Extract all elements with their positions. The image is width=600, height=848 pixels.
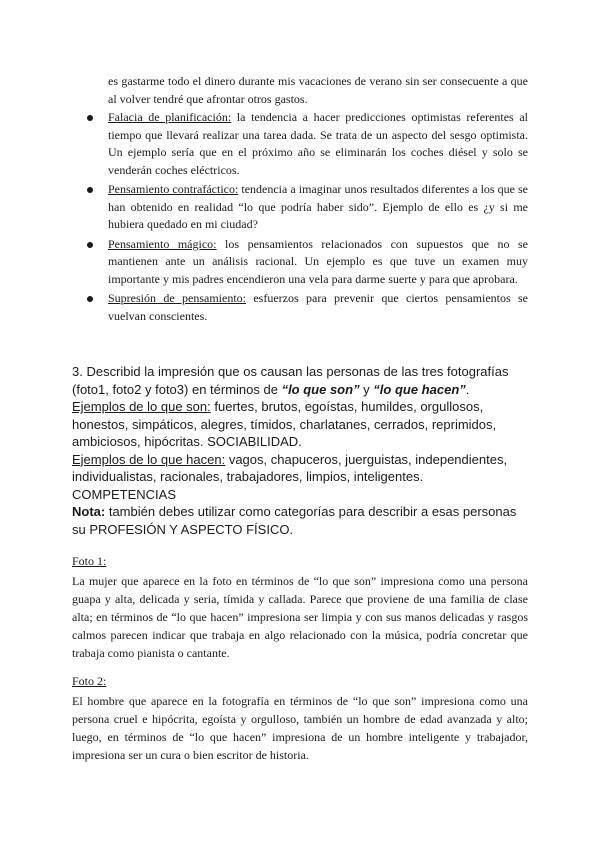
examples-hacen-label: Ejemplos de lo que hacen: [72,451,226,467]
foto-2-section [72,672,528,764]
foto-description: El hombre que aparece en la fotografía en términos de “lo que son” impresiona como una persona cruel e hipócrita, egoísta y orgulloso, también un hombre de edad avanzada y alto; luego, en términos de “lo que hacen” impresiona de un hombre inteligente y trabajador, impresiona ser un cura o bien escritor de historia. [72,694,528,762]
note-text: también debes utilizar como categorías para describir a esas personas su PROFESIÓN Y ASPECTO FÍSICO. [72,504,517,537]
list-item-text: los pensamientos relacionados con supuestos que no se mantienen ante un análisis racional. Un ejemplo es que tuve un examen muy importante y mis padres encendieron una vela para darme suerte y para que aprobara. [108,236,529,286]
list-item [84,109,528,179]
question-intro: 3. Describid la impresión que os causan las personas de las tres fotografías (foto1, foto2 y foto3) en términos de [72,364,509,397]
foto-heading: Foto 2: [72,674,107,688]
bullet-icon [87,187,93,193]
term-lo-que-hacen: “lo que hacen” [373,381,466,397]
note-label: Nota: [72,504,106,519]
question-conj: y [359,381,374,397]
list-item-term: Supresión de pensamiento: [108,291,247,305]
question-3 [72,363,532,538]
bullet-icon [87,115,93,121]
examples-hacen [72,451,532,486]
bias-list [84,109,528,327]
foto-description: La mujer que aparece en la foto en términos de “lo que son” impresiona como una persona guapa y alta, delicada y seria, tímida y callada. Parece que proviene de una familia de clase alta; en términos de “lo que hacen” impresiona ser limpia y con sus manos delicadas y rasgos calmos parecen indicar que trabaja en algo relacionado con la música, podría concretar que trabaja como pianista o cantante. [72,574,528,660]
list-item-term: Pensamiento contrafáctico: [108,182,239,196]
examples-son [72,398,532,451]
note [72,503,532,538]
examples-son-text: fuertes, brutos, egoístas, humildes, orgullosos, honestos, simpáticos, alegres, tímidos, charlatanes, cerrados, reprimidos, ambiciosos, hipócritas. SOCIABILIDAD. [72,399,497,449]
question-prompt [72,363,532,398]
list-item-term: Pensamiento mágico: [108,236,217,251]
bullet-icon [87,296,93,302]
foto-1-section [72,552,528,662]
continuation-paragraph: es gastarme todo el dinero durante mis vacaciones de verano sin ser consecuente a que al volver tendré que afrontar otros gastos. [108,74,528,106]
examples-son-label: Ejemplos de lo que son: [72,399,211,414]
list-item [84,181,528,234]
list-item [84,236,528,289]
term-lo-que-son: “lo que son” [281,381,360,397]
bullet-icon [87,242,93,248]
list-item-text: la tendencia a hacer predicciones optimistas referentes al tiempo que llevará realizar una tarea dada. Se trata de un aspecto del sesgo optimista. Un ejemplo sería que en el próximo año se eliminarán los coches diésel y solo se venderán coches eléctricos. [108,110,528,177]
question-end: . [465,381,470,397]
foto-heading: Foto 1: [72,554,107,568]
list-item-text: esfuerzos para prevenir que ciertos pensamientos se vuelvan conscientes. [108,291,529,323]
examples-hacen-text: vagos, chapuceros, juerguistas, independientes, individualistas, racionales, trabajadores, limpios, inteligentes. [72,451,508,484]
competencias-heading: COMPETENCIAS [72,486,177,502]
list-item-text: tendencia a imaginar unos resultados diferentes a los que se han obtenido en realidad “lo que podría haber sido”. Ejemplo de ello es ¿y si me hubiera quedado en mi ciudad? [108,182,528,231]
list-item-term: Falacia de planificación: [108,110,232,124]
list-item [84,290,528,325]
